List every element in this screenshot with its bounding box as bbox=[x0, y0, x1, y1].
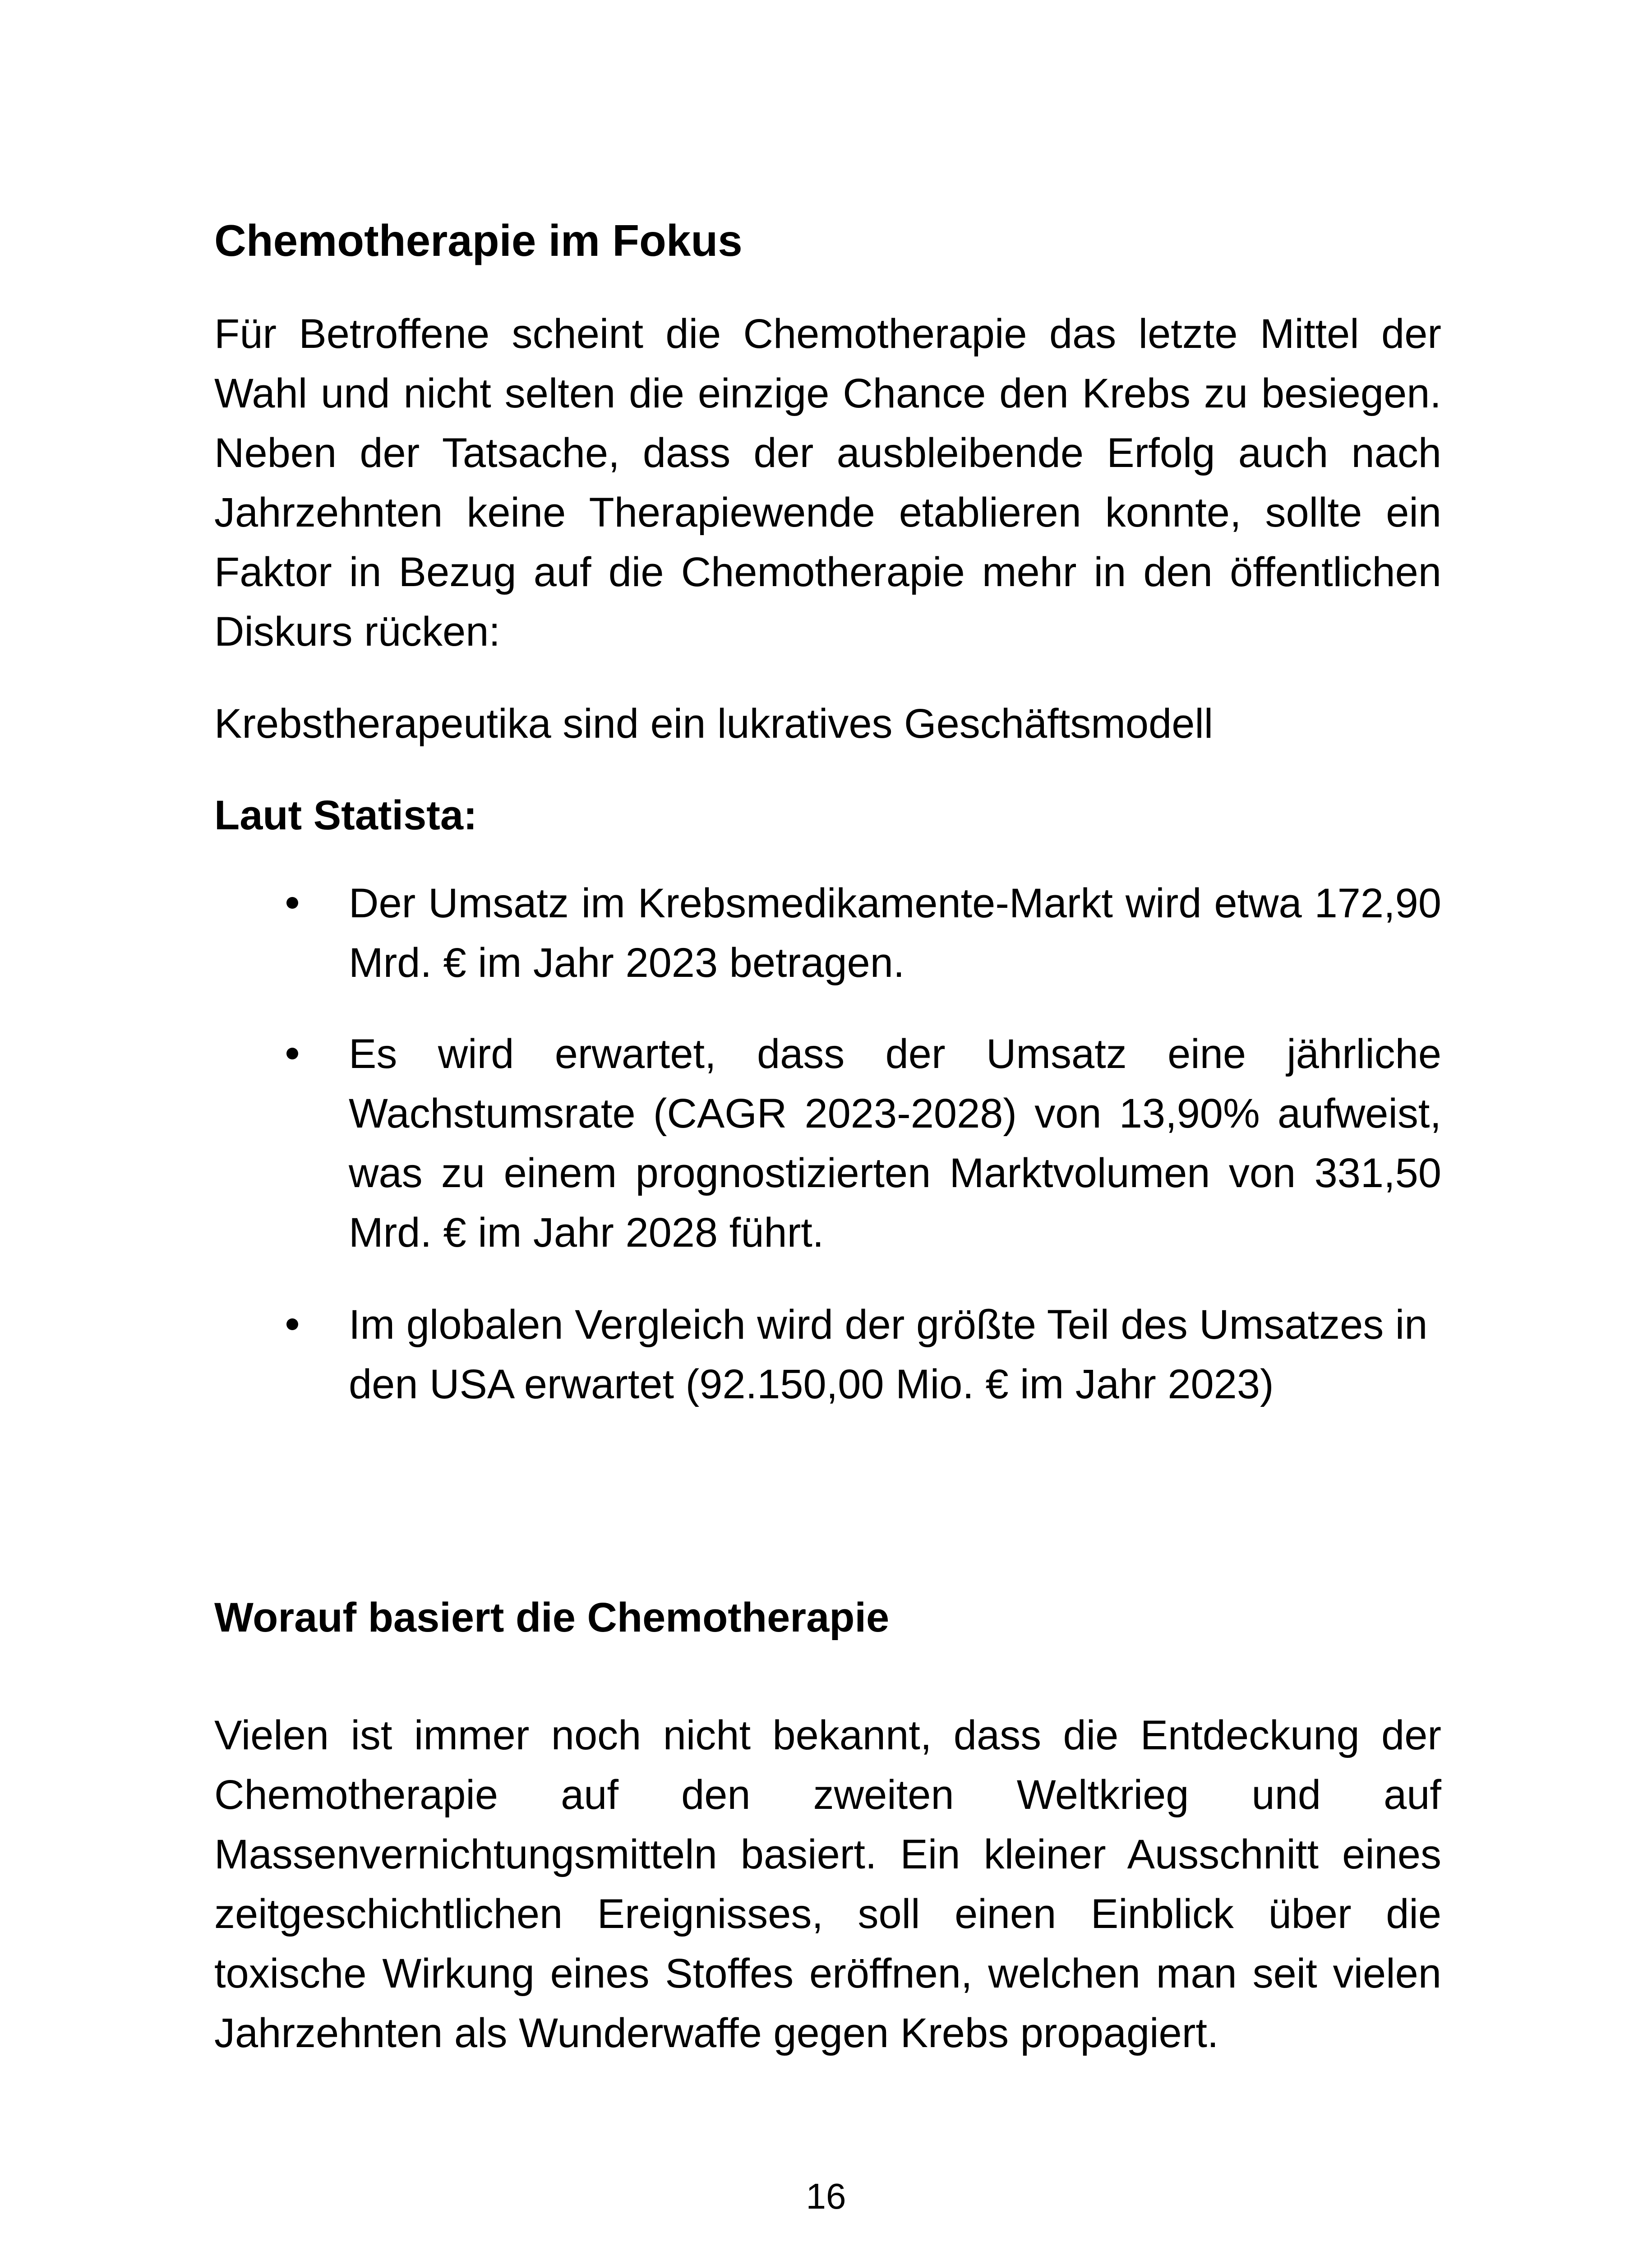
page-number: 16 bbox=[806, 2176, 846, 2216]
bullet-text-usa-comparison: Im globalen Vergleich wird der größte Teil des Umsatzes in den USA erwartet (92.150,00 Mio. € im Jahr 2023) bbox=[349, 1302, 1428, 1407]
intro-paragraph: Für Betroffene scheint die Chemotherapie das letzte Mittel der Wahl und nicht selten die einzige Chance den Krebs zu besiegen. Neben der Tatsache, dass der ausbleibende Erfolg auch nach Jahrzehnten keine Therapiewende etablieren konnte, sollte ein Faktor in Bezug auf die Chemotherapie mehr in den öffentlichen Diskurs rücken: bbox=[214, 311, 1441, 655]
bullet-icon bbox=[286, 897, 298, 909]
bullet-icon bbox=[286, 1048, 298, 1059]
history-paragraph: Vielen ist immer noch nicht bekannt, dass die Entdeckung der Chemotherapie auf den zweiten Weltkrieg und auf Massenvernichtungsmitteln basiert. Ein kleiner Ausschnitt eines zeitgeschichtlichen Ereignisses, soll einen Einblick über die toxische Wirkung eines Stoffes eröffnen, welchen man seit vielen Jahrzehnten als Wunderwaffe gegen Krebs propagiert. bbox=[214, 1712, 1441, 2056]
source-label: Laut Statista: bbox=[214, 792, 477, 838]
bullet-text-growth-rate: Es wird erwartet, dass der Umsatz eine jährliche Wachstumsrate (CAGR 2023-2028) von 13,90% aufweist, was zu einem prognostizierten Marktvolumen von 331,50 Mrd. € im Jahr 2028 führt. bbox=[349, 1031, 1441, 1256]
bullet-icon bbox=[286, 1318, 298, 1330]
section-heading-chemotherapie-im-fokus: Chemotherapie im Fokus bbox=[214, 216, 743, 265]
bullet-text-market-revenue: Der Umsatz im Krebsmedikamente-Markt wird etwa 172,90 Mrd. € im Jahr 2023 betragen. bbox=[349, 880, 1441, 986]
business-model-statement: Krebstherapeutika sind ein lukratives Geschäftsmodell bbox=[214, 701, 1214, 747]
section-heading-worauf-basiert: Worauf basiert die Chemotherapie bbox=[214, 1595, 890, 1641]
